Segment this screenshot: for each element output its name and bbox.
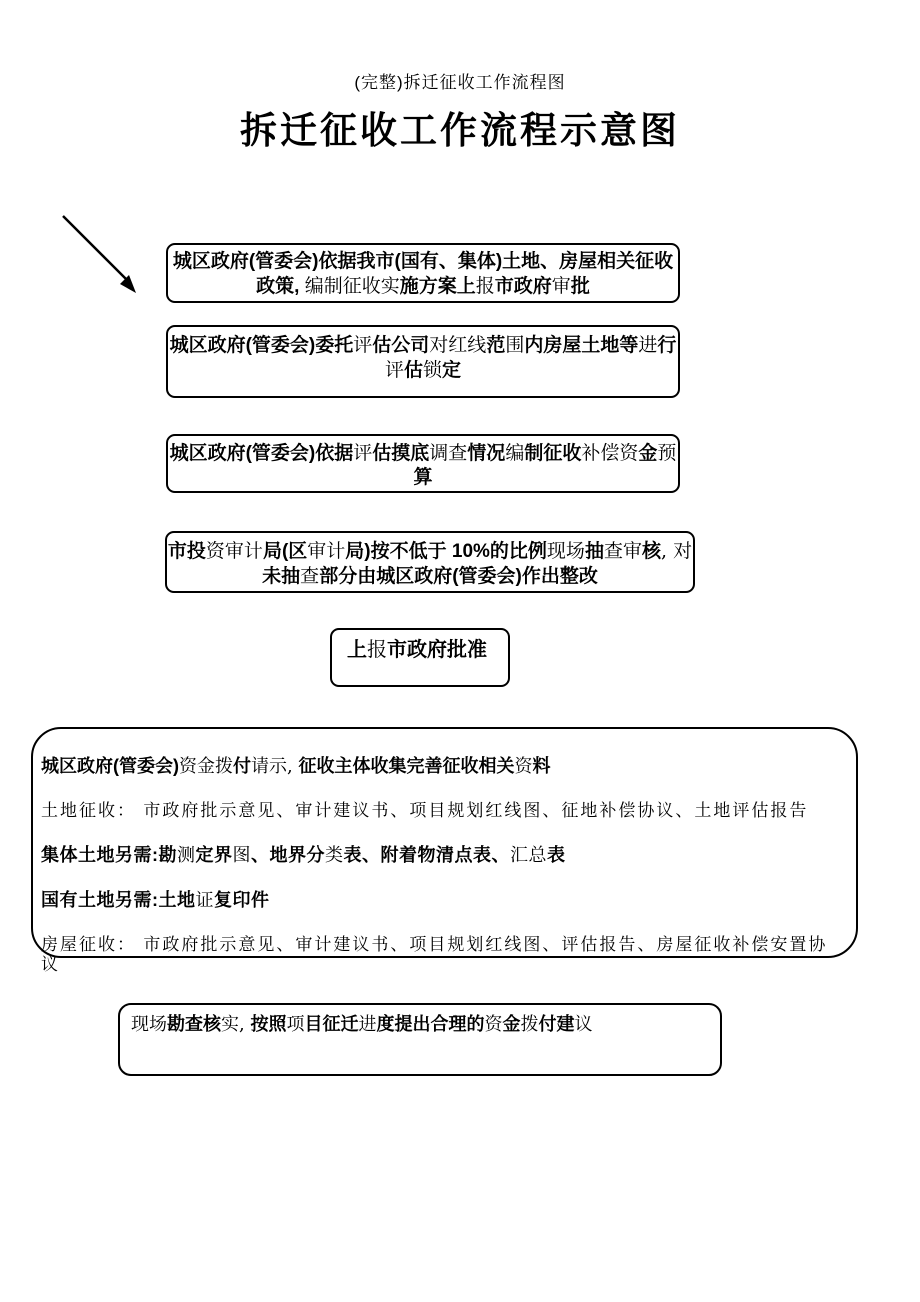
page-title: 拆迁征收工作流程示意图	[240, 108, 680, 152]
materials-line-collective: 集体土地另需:勘测定界图、地界分类表、附着物清点表、汇总表	[41, 845, 566, 866]
materials-heading: 城区政府(管委会)资金拨付请示, 征收主体收集完善征收相关资料	[41, 756, 551, 777]
flow-box-budget: 城区政府(管委会)依据评估摸底调查情况编制征收补偿资金预算	[166, 434, 680, 493]
flow-box-appraisal-lock: 城区政府(管委会)委托评估公司对红线范围内房屋土地等进行评估锁定	[166, 325, 680, 398]
materials-line-land: 土地征收： 市政府批示意见、审计建议书、项目规划红线图、征地补偿协议、土地评估报告	[41, 801, 809, 821]
flow-arrow-icon	[50, 205, 150, 305]
materials-line-state: 国有土地另需:土地证复印件	[41, 890, 270, 911]
flow-box-report-approval: 上报市政府批准	[330, 628, 510, 687]
flow-box-audit-check: 市投资审计局(区审计局)按不低于 10%的比例现场抽查审核, 对未抽查部分由城区政府(管委会)作出整改	[165, 531, 695, 593]
suggestion-box: 现场勘查核实, 按照项目征迁进度提出合理的资金拨付建议	[118, 1003, 722, 1076]
materials-box	[31, 727, 858, 975]
materials-line-house: 房屋征收： 市政府批示意见、审计建议书、项目规划红线图、评估报告、房屋征收补偿安置协议	[41, 935, 828, 975]
doc-header-caption: (完整)拆迁征收工作流程图	[354, 73, 566, 92]
flow-box-plan-approval: 城区政府(管委会)依据我市(国有、集体)土地、房屋相关征收政策, 编制征收实施方案上报市政府审批	[166, 243, 680, 303]
